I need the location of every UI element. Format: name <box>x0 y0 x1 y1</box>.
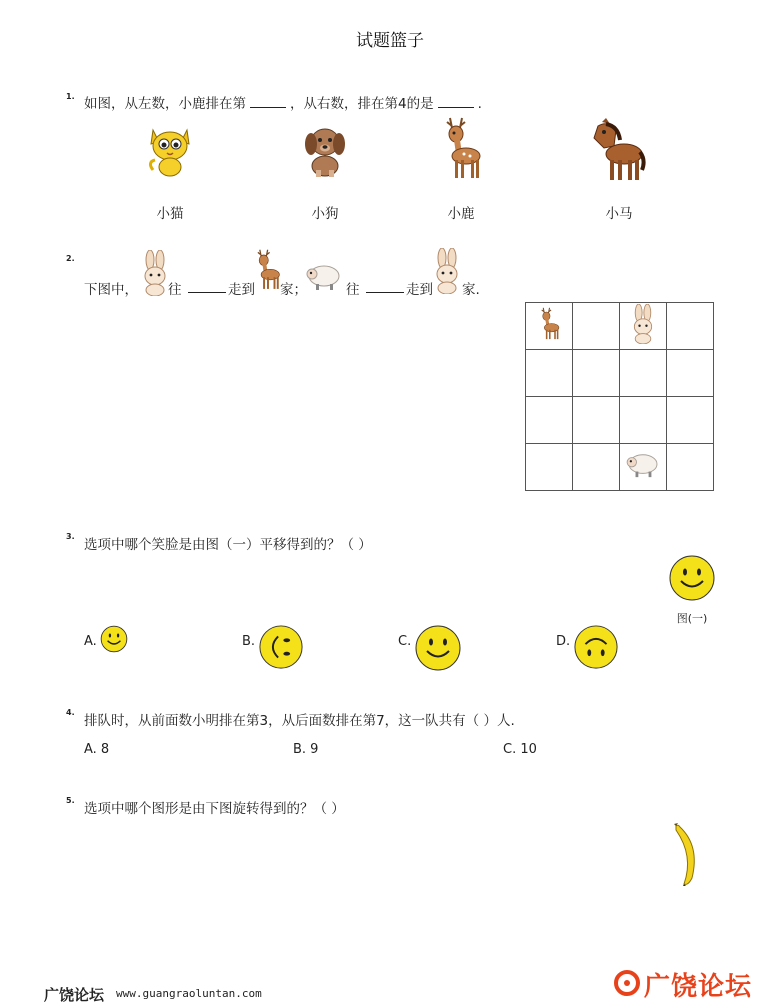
sheep-icon <box>626 451 660 479</box>
q2-go-2: 往 <box>346 282 360 298</box>
grid-cell <box>526 303 573 350</box>
animal-label-deer: 小鹿 <box>447 206 475 222</box>
smiley-option-a-icon[interactable] <box>100 625 128 653</box>
animal-label-dog: 小狗 <box>311 206 339 222</box>
question-5-number: 5. <box>66 796 75 805</box>
rabbit-icon <box>432 248 462 294</box>
rabbit-icon <box>140 250 170 296</box>
question-2-number: 2. <box>66 254 75 263</box>
q2-prefix: 下图中， <box>84 282 138 298</box>
smiley-reference-icon <box>668 554 716 602</box>
question-5-text: 选项中哪个图形是由下图旋转得到的？（ ） <box>84 801 345 817</box>
question-3-text: 选项中哪个笑脸是由图（一）平移得到的？（ ） <box>84 537 372 553</box>
forum-logo-icon <box>612 968 642 998</box>
horse-icon <box>588 116 648 184</box>
q2-blank-2[interactable] <box>366 292 404 293</box>
grid-cell <box>620 350 667 397</box>
deer-icon <box>252 244 282 296</box>
smiley-option-d-icon[interactable] <box>573 624 619 670</box>
grid-cell <box>620 397 667 444</box>
q3-option-b-label[interactable]: B. <box>242 634 256 649</box>
grid-cell <box>667 444 714 491</box>
q1-text-a: 如图，从左数，小鹿排在第 <box>84 96 246 112</box>
question-4-text: 排队时，从前面数小明排在第3，从后面数排在第7，这一队共有（ ）人. <box>84 713 515 729</box>
page-title: 试题篮子 <box>356 31 424 51</box>
q1-blank-1[interactable] <box>250 107 286 108</box>
deer-icon <box>537 305 561 343</box>
map-grid <box>525 302 714 491</box>
figure-one-caption: 图(一) <box>676 612 708 625</box>
smiley-option-c-icon[interactable] <box>414 624 462 672</box>
q2-walk-2: 走到 <box>406 282 433 298</box>
grid-cell <box>620 444 667 491</box>
q3-option-d-label[interactable]: D. <box>556 634 571 649</box>
smiley-option-b-icon[interactable] <box>258 624 304 670</box>
q4-option-b[interactable]: B. 9 <box>293 742 319 757</box>
question-4-number: 4. <box>66 708 75 717</box>
q2-walk-1: 走到 <box>228 282 255 298</box>
grid-cell <box>526 444 573 491</box>
grid-cell <box>667 350 714 397</box>
question-3-number: 3. <box>66 532 75 541</box>
grid-cell <box>573 444 620 491</box>
grid-cell <box>573 350 620 397</box>
q2-home-1: 家； <box>280 282 307 298</box>
q1-text-end: . <box>477 96 482 112</box>
q1-text-b: ，从右数，排在第4的是 <box>290 96 434 112</box>
q2-blank-1[interactable] <box>188 292 226 293</box>
question-1-text <box>84 92 482 112</box>
q4-option-a[interactable]: A. 8 <box>84 742 110 757</box>
grid-cell <box>573 303 620 350</box>
sheep-icon <box>306 262 342 292</box>
grid-cell <box>667 303 714 350</box>
grid-cell <box>526 397 573 444</box>
footer-brand-left: 广饶论坛 <box>44 986 105 1004</box>
grid-cell <box>620 303 667 350</box>
animal-label-horse: 小马 <box>605 206 633 222</box>
rabbit-icon <box>630 304 656 344</box>
footer-brand-right: 广饶论坛 <box>644 972 753 1002</box>
q3-option-c-label[interactable]: C. <box>398 634 412 649</box>
q1-blank-2[interactable] <box>438 107 474 108</box>
cat-icon <box>145 122 195 178</box>
animal-label-cat: 小猫 <box>156 206 184 222</box>
grid-cell <box>573 397 620 444</box>
deer-icon <box>438 116 484 182</box>
grid-cell <box>667 397 714 444</box>
q2-home-2: 家. <box>462 282 480 298</box>
footer-url[interactable]: www.guangraoluntan.com <box>116 987 262 1000</box>
banana-icon <box>668 822 710 888</box>
dog-icon <box>301 122 349 178</box>
q3-option-a-label[interactable]: A. <box>84 634 97 649</box>
question-1-number: 1. <box>66 92 75 101</box>
q4-option-c[interactable]: C. 10 <box>503 742 537 757</box>
q2-go-1: 往 <box>168 282 182 298</box>
grid-cell <box>526 350 573 397</box>
